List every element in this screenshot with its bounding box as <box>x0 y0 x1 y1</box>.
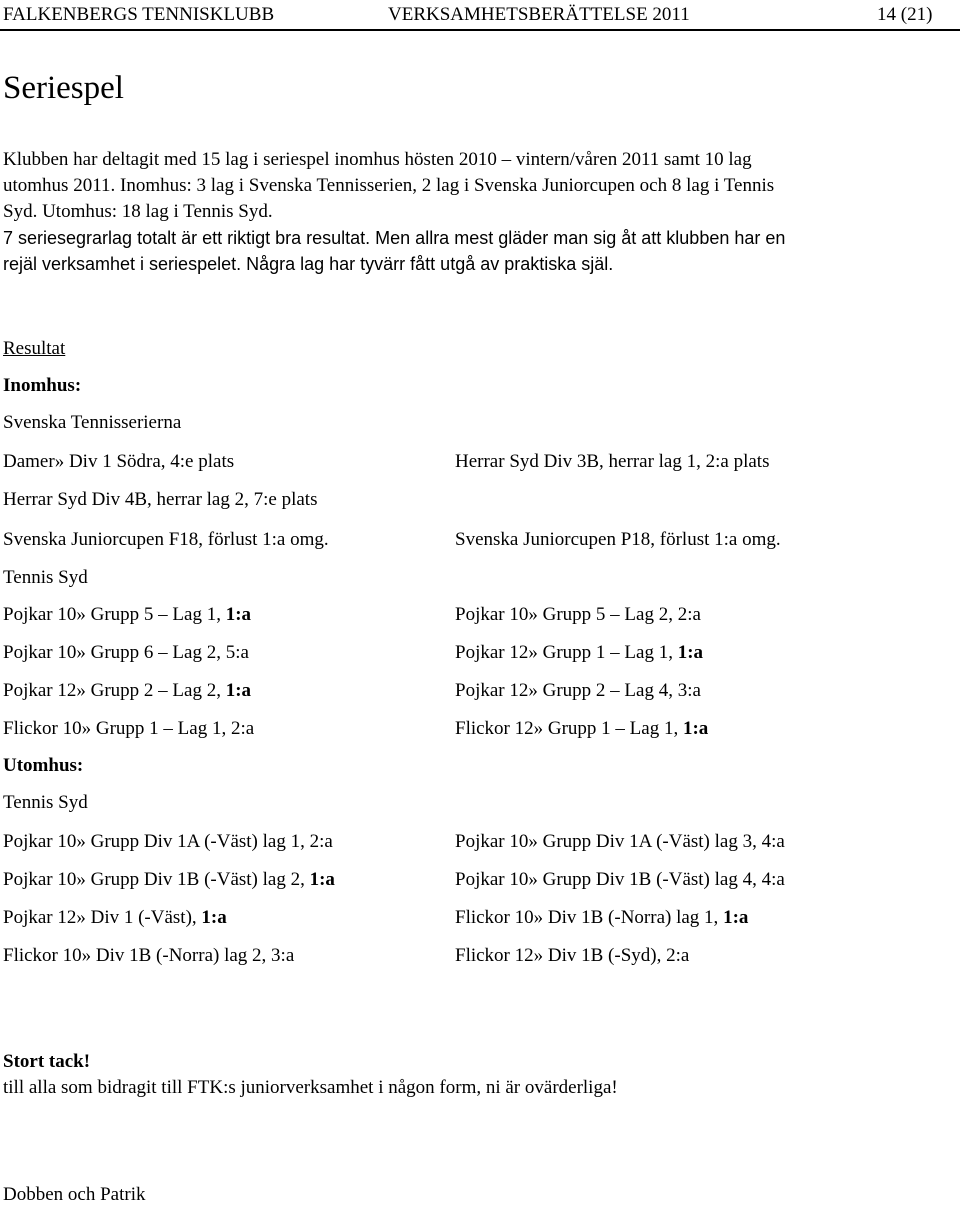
result-item: Herrar Syd Div 3B, herrar lag 1, 2:a plats <box>455 451 770 472</box>
signature: Dobben och Patrik <box>3 1184 146 1205</box>
result-item: Pojkar 12» Grupp 1 – Lag 1, 1:a <box>455 642 704 663</box>
result-item: Pojkar 12» Grupp 2 – Lag 2, 1:a <box>3 680 252 701</box>
result-item: Pojkar 10» Grupp Div 1A (-Väst) lag 3, 4:a <box>455 831 785 852</box>
tennis-syd-heading: Tennis Syd <box>3 792 88 813</box>
page-title: Seriespel <box>3 70 124 106</box>
result-item: Svenska Juniorcupen P18, förlust 1:a omg. <box>455 529 781 550</box>
result-item: Flickor 10» Grupp 1 – Lag 1, 2:a <box>3 718 255 739</box>
thanks-heading: Stort tack! <box>3 1051 91 1072</box>
intro-line: Klubben har deltagit med 15 lag i seriespel inomhus hösten 2010 – vintern/våren 2011 samt 10 lag <box>3 149 752 170</box>
intro-paragraph <box>3 147 958 277</box>
svenska-tennisserierna-heading: Svenska Tennisserierna <box>3 412 182 433</box>
result-item: Flickor 10» Div 1B (-Norra) lag 2, 3:a <box>3 945 295 966</box>
thanks-text: till alla som bidragit till FTK:s juniorverksamhet i någon form, ni är ovärderliga! <box>3 1077 618 1098</box>
results-heading: Resultat <box>3 338 66 359</box>
result-item: Pojkar 10» Grupp 5 – Lag 2, 2:a <box>455 604 701 625</box>
result-item: Damer» Div 1 Södra, 4:e plats <box>3 451 235 472</box>
tennis-syd-heading: Tennis Syd <box>3 567 88 588</box>
result-item: Pojkar 10» Grupp 5 – Lag 1, 1:a <box>3 604 252 625</box>
result-item: Flickor 12» Grupp 1 – Lag 1, 1:a <box>455 718 709 739</box>
header-page-number: 14 (21) <box>877 4 933 25</box>
result-item: Svenska Juniorcupen F18, förlust 1:a omg. <box>3 529 329 550</box>
header-divider <box>0 29 960 31</box>
result-item: Flickor 10» Div 1B (-Norra) lag 1, 1:a <box>455 907 749 928</box>
indoor-heading: Inomhus: <box>3 375 82 396</box>
result-item: Pojkar 12» Grupp 2 – Lag 4, 3:a <box>455 680 701 701</box>
result-item: Herrar Syd Div 4B, herrar lag 2, 7:e plats <box>3 489 318 510</box>
intro-line: utomhus 2011. Inomhus: 3 lag i Svenska Tennisserien, 2 lag i Svenska Juniorcupen och 8 lag i Tennis <box>3 175 775 196</box>
intro-line: 7 seriesegrarlag totalt är ett riktigt bra resultat. Men allra mest gläder man sig åt att klubben har en <box>3 228 786 248</box>
intro-line: Syd. Utomhus: 18 lag i Tennis Syd. <box>3 201 273 222</box>
result-item: Pojkar 10» Grupp 6 – Lag 2, 5:a <box>3 642 249 663</box>
outdoor-heading: Utomhus: <box>3 755 84 776</box>
intro-line: rejäl verksamhet i seriespelet. Några lag har tyvärr fått utgå av praktiska själ. <box>3 254 614 274</box>
header-club-name: FALKENBERGS TENNISKLUBB <box>3 4 275 25</box>
result-item: Pojkar 12» Div 1 (-Väst), 1:a <box>3 907 227 928</box>
result-item: Pojkar 10» Grupp Div 1B (-Väst) lag 4, 4:a <box>455 869 785 890</box>
result-item: Flickor 12» Div 1B (-Syd), 2:a <box>455 945 690 966</box>
result-item: Pojkar 10» Grupp Div 1A (-Väst) lag 1, 2:a <box>3 831 333 852</box>
header-report-title: VERKSAMHETSBERÄTTELSE 2011 <box>388 4 690 25</box>
result-item: Pojkar 10» Grupp Div 1B (-Väst) lag 2, 1:a <box>3 869 335 890</box>
